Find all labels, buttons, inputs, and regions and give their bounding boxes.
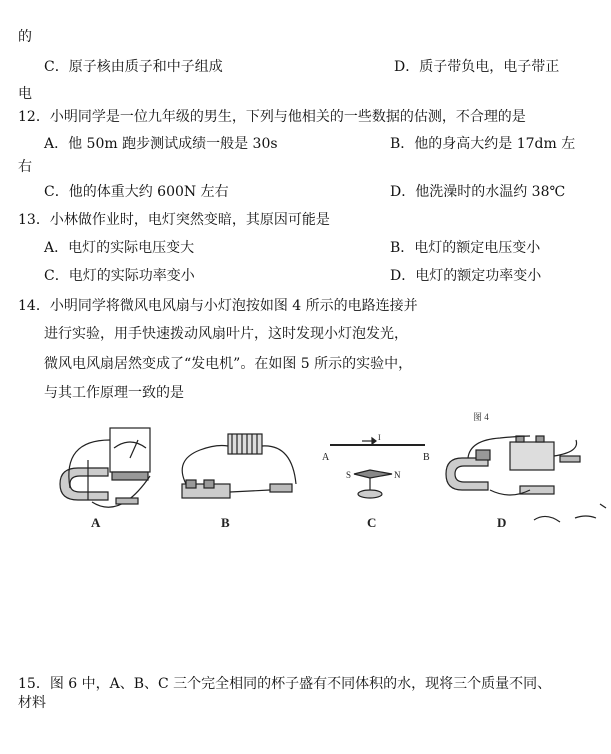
figure-a bbox=[60, 428, 150, 507]
q13-option-c: C．电灯的实际功率变小 bbox=[44, 268, 195, 284]
figure-label-b: B bbox=[221, 515, 230, 530]
q14-stem-line2: 进行实验，用手快速拨动风扇叶片，这时发现小灯泡发光， bbox=[44, 326, 408, 342]
q12-option-d: D．他洗澡时的水温约 38℃ bbox=[390, 184, 566, 200]
q15-stem-line1: 15．图 6 中，A、B、C 三个完全相同的杯子盛有不同体积的水，现将三个质量不同、 bbox=[18, 676, 552, 692]
q11-option-c: C．原子核由质子和中子组成 bbox=[44, 59, 223, 75]
figure-c-current-label: I bbox=[378, 433, 381, 442]
figure-d bbox=[446, 436, 606, 522]
q12-option-a: A．他 50m 跑步测试成绩一般是 30s bbox=[44, 136, 278, 152]
q14-figures bbox=[0, 400, 611, 540]
figure-label-c: C bbox=[367, 515, 377, 530]
figure-d-magnet-icon bbox=[446, 458, 488, 490]
figure-c-label-s: S bbox=[346, 470, 352, 480]
q14-stem-line1: 14．小明同学将微风电风扇与小灯泡按如图 4 所示的电路连接并 bbox=[18, 298, 418, 314]
figure-label-d: D bbox=[497, 515, 507, 530]
q14-stem-line4: 与其工作原理一致的是 bbox=[44, 385, 184, 401]
line-dian: 电 bbox=[18, 86, 32, 102]
q11-option-d: D．质子带负电，电子带正 bbox=[394, 59, 560, 75]
figure-labels bbox=[91, 515, 506, 530]
figure-c-label-a: A bbox=[322, 452, 330, 463]
q13-option-a: A．电灯的实际电压变大 bbox=[44, 240, 195, 256]
figure-c-compass-needle-icon bbox=[354, 470, 392, 478]
figure-a-galvanometer-icon bbox=[110, 428, 150, 472]
q15-stem-line2: 材料 bbox=[18, 695, 46, 711]
q14-stem-line3: 微风电风扇居然变成了“发电机”。在如图 5 所示的实验中， bbox=[44, 356, 413, 372]
figure-c-label-b: B bbox=[423, 452, 430, 463]
figure-c-label-n: N bbox=[394, 470, 401, 480]
q13-option-d: D．电灯的额定功率变小 bbox=[390, 268, 542, 284]
figure-a-magnet-icon bbox=[60, 468, 108, 500]
line-you: 右 bbox=[18, 159, 32, 175]
figure-a-switch-icon bbox=[116, 498, 138, 504]
q12-stem: 12．小明同学是一位九年级的男生，下列与他相关的一些数据的估测，不合理的是 bbox=[18, 109, 526, 125]
figure-d-battery-icon bbox=[510, 442, 554, 470]
q13-stem: 13．小林做作业时，电灯突然变暗，其原因可能是 bbox=[18, 212, 330, 228]
line-de: 的 bbox=[18, 29, 32, 45]
figure-label-a: A bbox=[91, 515, 101, 530]
q12-option-c: C．他的体重大约 600N 左右 bbox=[44, 184, 229, 200]
figure-b bbox=[182, 434, 296, 498]
fig4-label: 图 4 bbox=[473, 412, 489, 422]
q13-option-b: B．电灯的额定电压变小 bbox=[390, 240, 541, 256]
figure-b-switch-icon bbox=[270, 484, 292, 492]
q12-option-b: B．他的身高大约是 17dm 左 bbox=[390, 136, 576, 152]
figure-d-switch-icon bbox=[560, 456, 580, 462]
figure-c bbox=[322, 433, 430, 498]
